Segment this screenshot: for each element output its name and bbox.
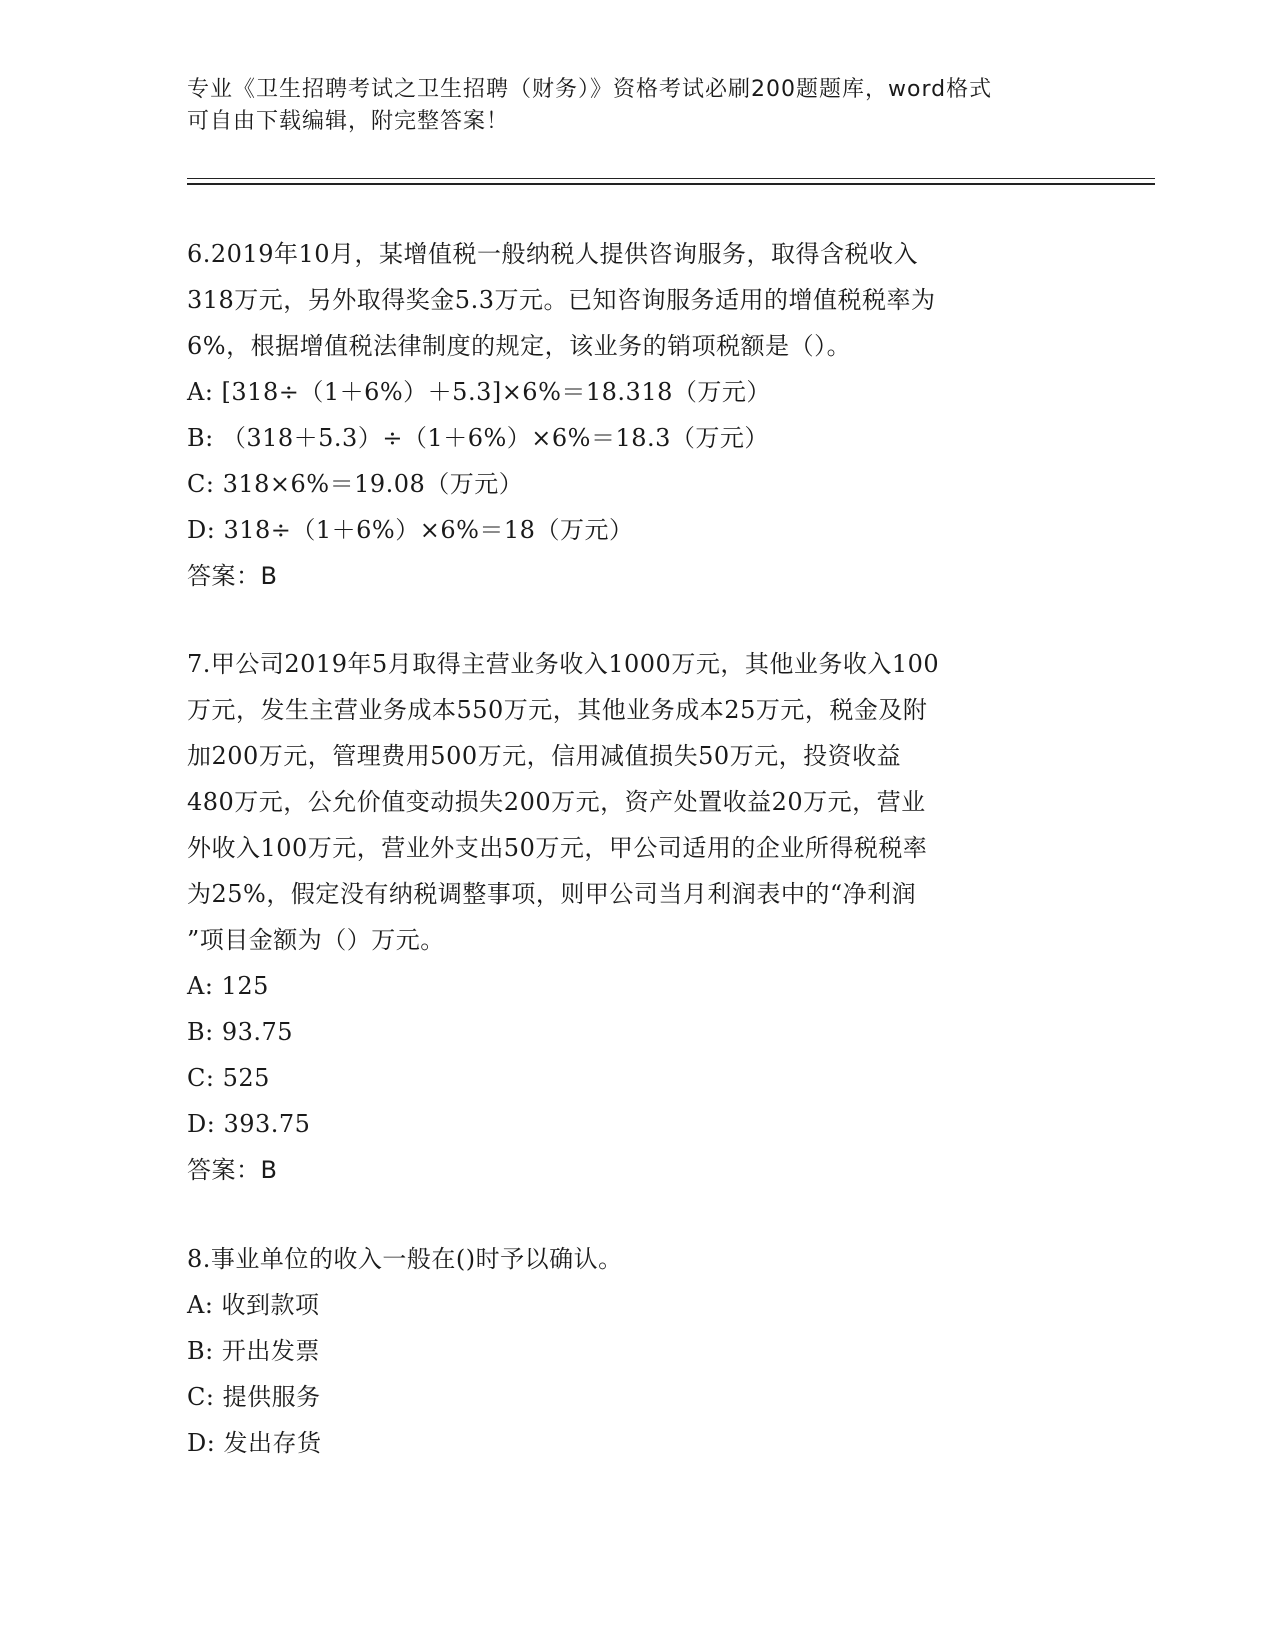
question-stem-line: 6.2019年10月，某增值税一般纳税人提供咨询服务，取得含税收入 [187,240,919,268]
option-d: D: 318÷（1＋6%）×6%＝18（万元） [187,516,634,544]
question-stem-line: 318万元，另外取得奖金5.3万元。已知咨询服务适用的增值税税率为 [187,286,936,314]
document-header [187,74,1067,138]
header-divider-thick [187,183,1155,185]
question-stem-line: 万元，发生主营业务成本550万元，其他业务成本25万元，税金及附 [187,696,928,724]
header-line-1: 专业《卫生招聘考试之卫生招聘（财务）》资格考试必刷200题题库，word格式 [187,77,993,102]
question-7 [187,641,1087,1193]
question-stem-line: 480万元，公允价值变动损失200万元，资产处置收益20万元，营业 [187,788,926,816]
option-a: A: 125 [187,972,269,1000]
option-c: C: 提供服务 [187,1383,321,1411]
answer-line: 答案：B [187,1156,278,1184]
question-stem-line: ”项目金额为（）万元。 [187,926,445,954]
option-b: B: 93.75 [187,1018,294,1046]
question-8 [187,1236,1087,1466]
question-stem-line: 6%，根据增值税法律制度的规定，该业务的销项税额是（）。 [187,332,852,360]
option-c: C: 318×6%＝19.08（万元） [187,470,524,498]
option-d: D: 发出存货 [187,1429,322,1457]
question-stem-line: 为25%，假定没有纳税调整事项，则甲公司当月利润表中的“净利润 [187,880,917,908]
question-stem-line: 外收入100万元，营业外支出50万元，甲公司适用的企业所得税税率 [187,834,928,862]
option-a: A: [318÷（1＋6%）＋5.3]×6%＝18.318（万元） [187,378,771,406]
option-b: B: 开出发票 [187,1337,320,1365]
question-stem-line: 加200万元，管理费用500万元，信用减值损失50万元，投资收益 [187,742,902,770]
question-6 [187,231,1087,599]
option-b: B: （318＋5.3）÷（1＋6%）×6%＝18.3（万元） [187,424,769,452]
option-a: A: 收到款项 [187,1291,320,1319]
option-d: D: 393.75 [187,1110,311,1138]
header-divider-thin [187,178,1155,179]
question-stem-line: 8.事业单位的收入一般在()时予以确认。 [187,1245,623,1273]
option-c: C: 525 [187,1064,270,1092]
header-line-2: 可自由下载编辑，附完整答案！ [187,109,510,134]
question-stem-line: 7.甲公司2019年5月取得主营业务收入1000万元，其他业务收入100 [187,650,940,678]
answer-line: 答案：B [187,562,278,590]
